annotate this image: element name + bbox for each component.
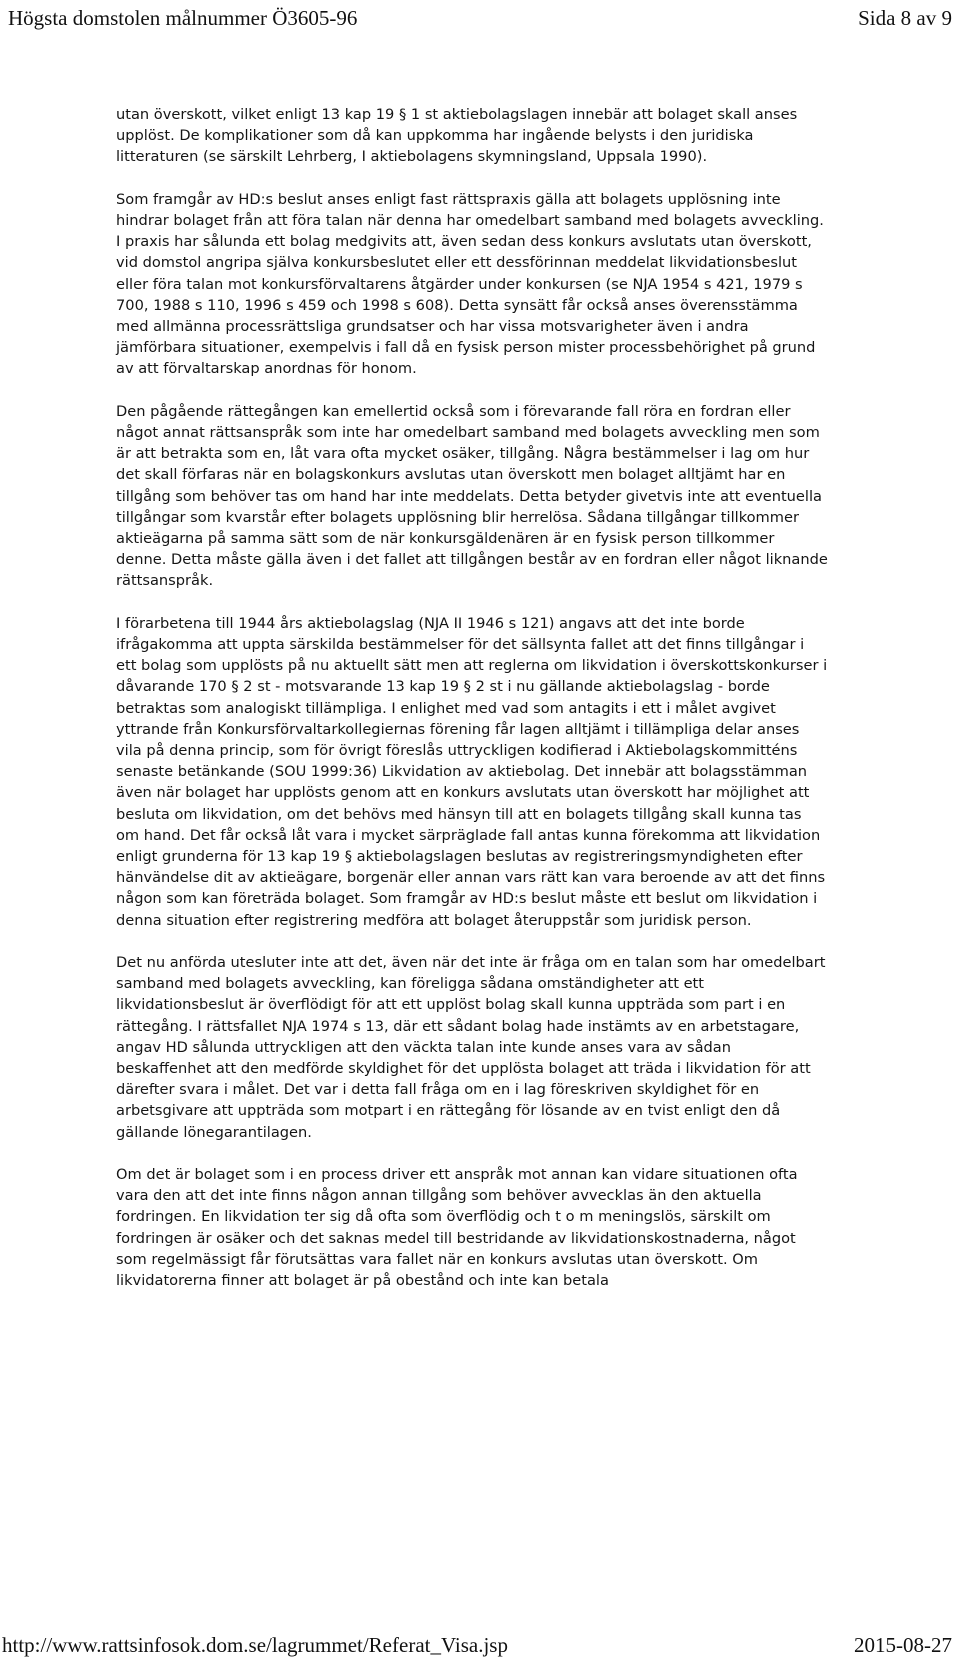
page-header (8, 6, 952, 36)
print-date: 2015-08-27 (854, 1633, 952, 1657)
paragraph: Som framgår av HD:s beslut anses enligt fast rättspraxis gälla att bolagets upplösning inte hindrar bolaget från att föra talan när denna har omedelbart samband med bolagets avveckling. I praxis har sålunda ett bolag medgivits att, även sedan dess konkurs avslutats utan överskott, vid domstol angripa själva konkursbeslutet eller ett dessförinnan meddelat likvidationsbeslut eller föra talan mot konkursförvaltarens åtgärder under konkursen (se NJA 1954 s 421, 1979 s 700, 1988 s 110, 1996 s 459 och 1998 s 608). Detta synsätt får också anses överensstämma med allmänna processrättsliga grundsatser och har vissa motsvarigheter även i andra jämförbara situationer, exempelvis i fall då en fysisk person mister processbehörighet på grund av att förvaltarskap anordnas för honom. (116, 190, 824, 378)
paragraph: I förarbetena till 1944 års aktiebolagslag (NJA II 1946 s 121) angavs att det inte borde ifrågakomma att uppta särskilda bestämmelser för det sällsynta fallet att det finns tillgångar i ett bolag som upplösts på nu aktuellt sätt men att reglerna om likvidation i överskottskonkurser i dåvarande 170 § 2 st - motsvarande 13 kap 19 § 2 st i nu gällande aktiebolagslag - borde betraktas som analogiskt tillämpliga. I enlighet med vad som antagits i ett i målet avgivet yttrande från Konkursförvaltarkollegiernas förening får lagen alltjämt i tillämpliga delar anses vila på denna princip, som för övrigt föreslås uttryckligen kodifierad i Aktiebolagskommitténs senaste betänkande (SOU 1999:36) Likvidation av aktiebolag. Det innebär att bolagsstämman även när bolaget har upplösts genom att en konkurs avslutats utan överskott har möjlighet att besluta om likvidation, om det behövs med hänsyn till att en bolagets tillgång skall kunna tas om hand. Det får också låt vara i mycket särpräglade fall antas kunna förekomma att likvidation enligt grunderna för 13 kap 19 § aktiebolagslagen beslutas av registreringsmyndigheten efter hänvändelse dit av aktieägare, borgenär eller annan vars rätt kan vara beroende av att det finns någon som kan företräda bolaget. Som framgår av HD:s beslut måste ett beslut om likvidation i denna situation efter registrering medföra att bolaget återuppstår som juridisk person. (116, 614, 828, 929)
paragraph: Den pågående rättegången kan emellertid också som i förevarande fall röra en fordran eller något annat rättsanspråk som inte har omedelbart samband med bolagets avveckling men som är att betrakta som en, låt vara ofta mycket osäker, tillgång. Några bestämmelser i lag om hur det skall förfaras när en bolagskonkurs avslutas utan överskott men bolaget alltjämt har en tillgång som behöver tas om hand har inte meddelats. Detta betyder givetvis inte att eventuella tillgångar som kvarstår efter bolagets upplösning blir herrelösa. Sådana tillgångar tillkommer aktieägarna på samma sätt som de när konkursgäldenären är en fysisk person tillkommer denne. Detta måste gälla även i det fallet att tillgången består av en fordran eller något liknande rättsanspråk. (116, 402, 828, 590)
paragraph: Om det är bolaget som i en process driver ett anspråk mot annan kan vidare situationen ofta vara den att det inte finns någon annan tillgång som behöver avvecklas än den aktuella fordringen. En likvidation ter sig då ofta som överflödig och t o m meningslös, särskilt om fordringen är osäker och det saknas medel till bestridande av likvidationskostnaderna, något som regelmässigt får förutsättas vara fallet när en konkurs avslutas utan överskott. Om likvidatorerna finner att bolaget är på obestånd och inte kan betala (116, 1166, 798, 1290)
document-title: Högsta domstolen målnummer Ö3605-96 (8, 6, 358, 30)
paragraph: utan överskott, vilket enligt 13 kap 19 § 1 st aktiebolagslagen innebär att bolaget skall anses upplöst. De komplikationer som då kan uppkomma har ingående belysts i den juridiska litteraturen (se särskilt Lehrberg, I aktiebolagens skymningsland, Uppsala 1990). (116, 106, 798, 166)
page-number: Sida 8 av 9 (858, 6, 952, 30)
paragraph: Det nu anförda utesluter inte att det, även när det inte är fråga om en talan som har omedelbart samband med bolagets avveckling, kan föreligga sådana omständigheter att ett likvidationsbeslut är överflödigt för att ett upplöst bolag skall kunna uppträda som part i en rättegång. I rättsfallet NJA 1974 s 13, där ett sådant bolag hade instämts av en arbetstagare, angav HD sålunda uttryckligen att den väckta talan inte kunde anses vara av sådan beskaffenhet att den medförde skyldighet för det upplösta bolaget att träda i likvidation för att därefter svara i målet. Det var i detta fall fråga om en i lag föreskriven skyldighet för en arbetsgivare att uppträda som motpart i en rättegång för lösande av en tvist enligt den då gällande lönegarantilagen. (116, 954, 826, 1141)
document-body (116, 104, 828, 1312)
source-url: http://www.rattsinfosok.dom.se/lagrummet/Referat_Visa.jsp (2, 1633, 508, 1657)
page-footer (2, 1633, 952, 1657)
